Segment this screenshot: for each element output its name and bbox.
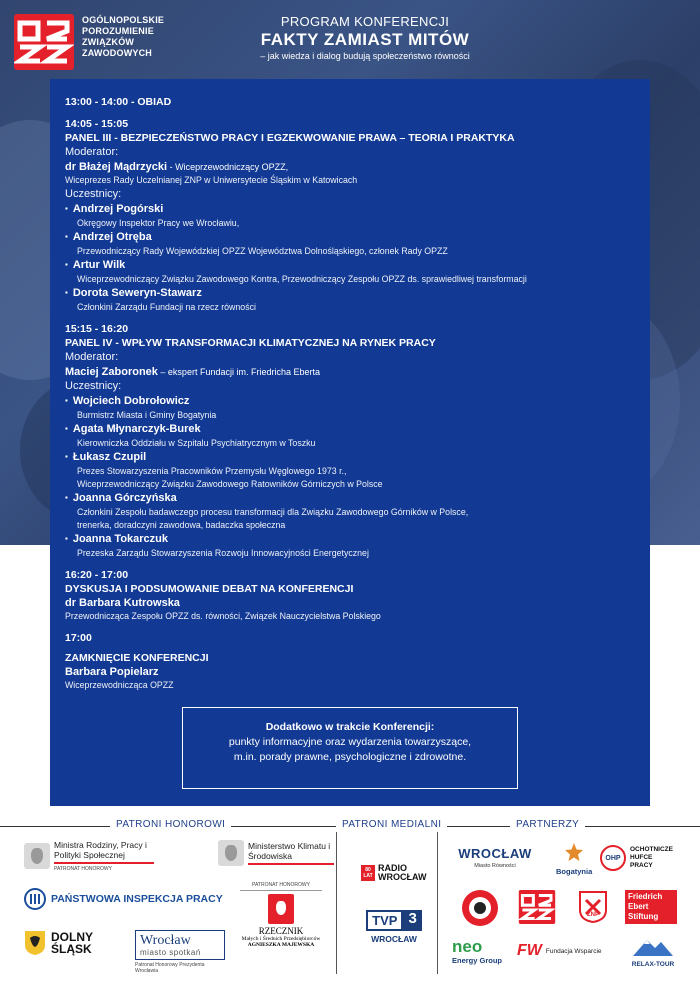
ministry-climate-logo: [218, 840, 338, 866]
moderator-role: Wiceprezes Rady Uczelnianej ZNP w Uniwersytecie Śląskim w Katowicach: [65, 175, 358, 185]
eagle-emblem-icon: [24, 843, 50, 869]
participant-desc: Kierowniczka Oddziału w Szpitalu Psychiatrycznym w Toszku: [77, 438, 316, 448]
participant-desc: Wiceprzewodniczący Związku Zawodowego Kontra, Przewodniczący Zespołu OPZZ ds. sprawiedliwej transformacji: [77, 274, 527, 284]
ministry-climate-name: Ministerstwo Klimatu i Środowiska: [248, 841, 331, 861]
participant-name: ▪ Joanna Górczyńska: [65, 491, 650, 506]
wroclaw-note: Patronat Honorowy Prezydenta Wrocławia: [135, 962, 205, 974]
participant-name: ▪ Agata Młynarczyk-Burek: [65, 422, 650, 437]
opzz-partner-logo: [518, 890, 556, 924]
closing-slot: [65, 631, 650, 692]
relax-text: RELAX-TOUR: [631, 961, 675, 968]
neo-logo: [452, 938, 512, 965]
panel-3: [65, 117, 650, 314]
closing-desc: Wiceprzewodnicząca OPZZ: [65, 680, 174, 690]
participant-name: ▪ Andrzej Otręba: [65, 230, 650, 245]
slask-text: ŚLĄSK: [51, 942, 92, 956]
wroclaw-partner-text: WROCŁAW: [458, 846, 532, 861]
dolny-slask-logo: [24, 930, 93, 956]
lunch-slot: 13:00 - 14:00 - OBIAD: [65, 96, 172, 108]
participants-label: Uczestnicy:: [65, 188, 122, 200]
shield-icon: [24, 930, 46, 956]
participant-desc: Wiceprzewodniczący Związku Zawodowego Ratowników Górniczych w Polsce: [77, 479, 383, 489]
participant-name: ▪ Joanna Tokarczuk: [65, 532, 650, 547]
radio-name: RADIO WROCŁAW: [378, 863, 427, 882]
org-name: OGÓLNOPOLSKIE POROZUMIENIE ZWIĄZKÓW ZAWODOWYCH: [82, 15, 165, 58]
bogatynia-text: Bogatynia: [556, 867, 593, 876]
participant-name: ▪ Andrzej Pogórski: [65, 202, 650, 217]
star-icon: [564, 842, 584, 862]
conference-header: [200, 14, 530, 61]
media-title: PATRONI MEDIALNI: [336, 819, 447, 830]
additional-info-box: [182, 707, 518, 789]
neo-sub: Energy Group: [452, 956, 503, 965]
tvp-text: TVP: [366, 910, 403, 931]
participant-desc: Członkini Zarządu Fundacji na rzecz równości: [77, 302, 256, 312]
column-divider: [437, 832, 438, 974]
closing-speaker: Barbara Popielarz: [65, 666, 159, 678]
pip-name: PAŃSTWOWA INSPEKCJA PRACY: [51, 893, 223, 905]
participant-desc: Przewodniczący Rady Wojewódzkiej OPZZ Województwa Dolnośląskiego, członek Rady OPZZ: [77, 246, 448, 256]
summary-desc: Przewodnicząca Zespołu OPZZ ds. równości, Związek Nauczycielstwa Polskiego: [65, 611, 381, 621]
panel-4: [65, 322, 650, 560]
znp-text: ZNP: [587, 912, 599, 918]
tvp-city: WROCŁAW: [371, 934, 417, 944]
rzecznik-person: AGNIESZKA MAJEWSKA: [247, 942, 315, 948]
panel-4-title: PANEL IV - WPŁYW TRANSFORMACJI KLIMATYCZNEJ NA RYNEK PRACY: [65, 337, 436, 349]
fes-line: Stiftung: [628, 912, 659, 921]
summary-title: DYSKUSJA I PODSUMOWANIE DEBAT NA KONFERENCJI: [65, 583, 354, 595]
radio-badge: 80 LAT: [361, 865, 375, 881]
panel-4-time: 15:15 - 16:20: [65, 323, 129, 335]
fes-line: Ebert: [628, 902, 649, 911]
panel-4-moderator: Maciej Zaboronek – ekspert Fundacji im. Friedricha Eberta: [65, 366, 320, 378]
participant-name: ▪ Łukasz Czupil: [65, 450, 650, 465]
opzz-logo: [14, 14, 74, 70]
panel-3-title: PANEL III - BEZPIECZEŃSTWO PRACY I EGZEKWOWANIE PRAWA – TEORIA I PRAKTYKA: [65, 132, 515, 144]
participant-desc: Okręgowy Inspektor Pracy we Wrocławiu,: [77, 218, 240, 228]
additional-info-line: punkty informacyjne oraz wydarzenia towarzyszące,: [228, 736, 472, 748]
moderator-label: Moderator:: [65, 351, 119, 363]
ohp-badge: OHP: [600, 845, 626, 871]
rzecznik-logo: [236, 882, 326, 948]
eagle-emblem-icon: [268, 894, 294, 924]
participant-desc: Członkini Zespołu badawczego procesu transformacji dla Związku Zawodowego Górników w Polsce,: [77, 507, 469, 517]
pip-logo: [24, 888, 223, 910]
summary-time: 16:20 - 17:00: [65, 569, 129, 581]
dolny-text: DOLNY: [51, 930, 93, 944]
closing-title: ZAMKNIĘCIE KONFERENCJI: [65, 652, 209, 664]
summary-slot: [65, 568, 650, 623]
patronat-label: PATRONAT HONOROWY: [54, 866, 112, 872]
panel-3-moderator: dr Błażej Mądrzycki - Wiceprzewodniczący OPZZ,: [65, 161, 289, 173]
participant-desc: Burmistrz Miasta i Gminy Bogatynia: [77, 410, 217, 420]
znp-logo: [578, 890, 608, 924]
moderator-label: Moderator:: [65, 146, 119, 158]
rzecznik-sub: Małych i Średnich Przedsiębiorców: [241, 936, 321, 942]
participant-desc: Prezeska Zarządu Stowarzyszenia Rozwoju Innowacyjności Energetycznej: [77, 548, 369, 558]
wroclaw-honorary-logo: [135, 930, 225, 974]
participant-name: ▪ Wojciech Dobrołowicz: [65, 394, 650, 409]
rzecznik-name: RZECZNIK: [258, 926, 304, 936]
conference-subtitle: – jak wiedza i dialog budują społeczeństwo równości: [260, 51, 470, 61]
mountain-icon: [633, 936, 673, 956]
closing-time: 17:00: [65, 632, 92, 644]
panel-3-time: 14:05 - 15:05: [65, 118, 129, 130]
relax-tour-logo: [628, 936, 678, 968]
eagle-emblem-icon: [218, 840, 244, 866]
wroclaw-text: Wrocław: [140, 933, 191, 948]
bogatynia-logo: [556, 842, 592, 876]
participant-name: ▪ Artur Wilk: [65, 258, 650, 273]
participant-name: ▪ Dorota Seweryn-Stawarz: [65, 286, 650, 301]
fw-logo: [517, 942, 602, 960]
neo-text: neo: [452, 937, 483, 956]
additional-info-title: Dodatkowo w trakcie Konferencji:: [265, 721, 435, 733]
znp-emblem-icon: [578, 890, 608, 924]
summary-speaker: dr Barbara Kutrowska: [65, 597, 180, 609]
pip-icon: [24, 888, 46, 910]
additional-info-line: m.in. porady prawne, psychologiczne i zdrowotne.: [233, 751, 467, 763]
fes-logo: [625, 890, 677, 924]
radio-wroclaw-logo: [361, 864, 428, 882]
tvp3-logo: [363, 910, 425, 944]
honorary-title: PATRONI HONOROWI: [110, 819, 231, 830]
union-seal-logo: [462, 890, 498, 926]
fw-name: Fundacja Wsparcie: [545, 947, 602, 955]
partners-title: PARTNERZY: [510, 819, 585, 830]
tvp-number: 3: [403, 910, 421, 931]
wroclaw-partner-sub: Miasto Równości: [474, 863, 516, 869]
participant-desc: Prezes Stowarzyszenia Pracowników Przemysłu Węglowego 1973 r.,: [77, 466, 347, 476]
wroclaw-partner-logo: [450, 846, 540, 869]
fw-text: FW: [517, 942, 542, 959]
ministry-family-name: Ministra Rodziny, Pracy i Polityki Społecznej: [54, 840, 147, 860]
program-panel: [50, 79, 650, 806]
participant-desc: trenerka, doradczyni zawodowa, badaczka społeczna: [77, 520, 286, 530]
fes-line: Friedrich: [628, 892, 663, 901]
ohp-logo: [600, 845, 676, 871]
ohp-text: OCHOTNICZE HUFCE PRACY: [630, 846, 673, 869]
patronat-label: PATRONAT HONOROWY: [252, 882, 310, 888]
conference-title: FAKTY ZAMIAST MITÓW: [260, 30, 470, 49]
participants-label: Uczestnicy:: [65, 380, 122, 392]
ministry-family-logo: [24, 840, 164, 872]
wroclaw-sub: miasto spotkań: [140, 948, 201, 957]
program-label: PROGRAM KONFERENCJI: [280, 14, 450, 29]
